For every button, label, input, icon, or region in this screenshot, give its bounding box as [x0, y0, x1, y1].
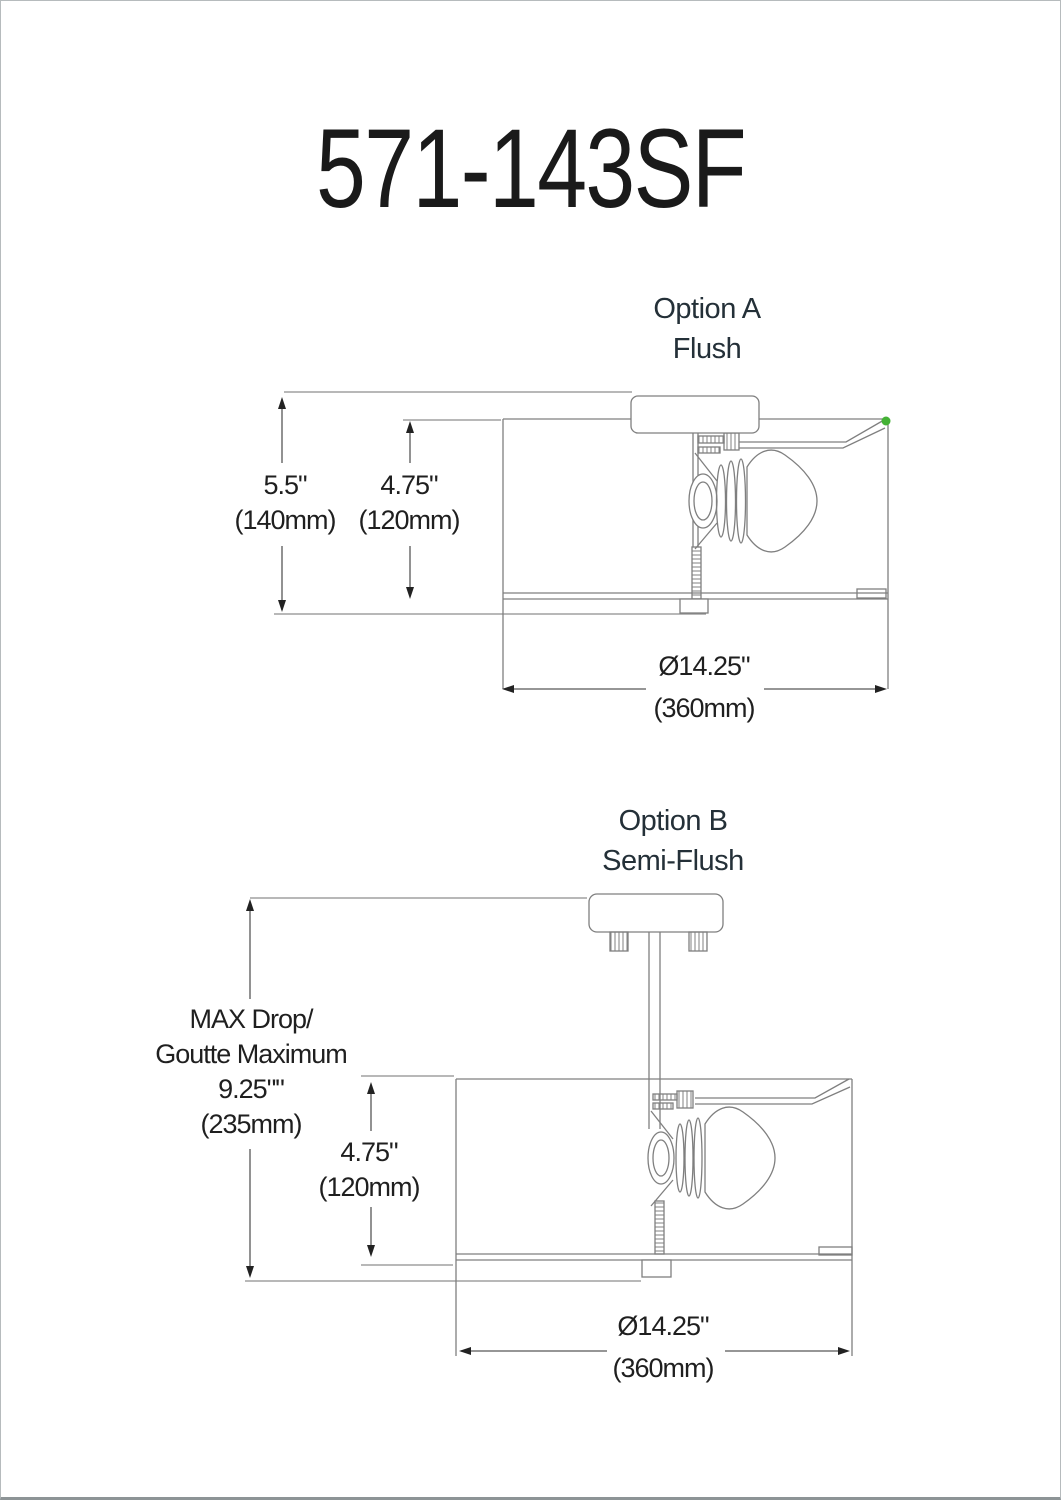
option-b-socket	[648, 1118, 702, 1198]
option-b-mount-type: Semi-Flush	[602, 845, 744, 877]
option-a-height-inches: 5.5"	[263, 470, 307, 500]
option-a-drawing	[274, 392, 891, 693]
option-a-label: Option A	[653, 293, 761, 325]
option-a-threaded-nipple-bottom	[698, 447, 720, 453]
option-a-height-mm: (140mm)	[234, 505, 336, 535]
option-b-finial	[642, 1260, 671, 1277]
option-b-max-drop-label-fr: Goutte Maximum	[155, 1039, 347, 1069]
option-b-canopy-screw-left	[610, 932, 628, 951]
option-b-diameter-inches: Ø14.25"	[617, 1311, 709, 1341]
option-b-shade-height-mm: (120mm)	[318, 1172, 420, 1202]
option-b-threaded-nipple-top	[653, 1094, 677, 1100]
option-a-rim-marker-dot	[882, 417, 891, 426]
option-a-knurled-nut	[724, 433, 739, 450]
product-model-title: 571-143SF	[316, 106, 745, 231]
option-b-extension-lines	[245, 898, 641, 1281]
option-b-max-drop-label-en: MAX Drop/	[189, 1004, 313, 1034]
option-a-dimension-lines	[282, 400, 884, 689]
option-b-label: Option B	[618, 805, 728, 837]
option-a-support-arm	[739, 420, 885, 448]
option-b-shade-height-inches: 4.75"	[340, 1137, 398, 1167]
option-b-diameter-mm: (360mm)	[612, 1353, 714, 1383]
option-b-support-arm	[695, 1079, 850, 1104]
option-b-threaded-rod	[655, 1201, 664, 1254]
option-a-diameter-mm: (360mm)	[653, 693, 755, 723]
option-b-drawing	[245, 894, 852, 1356]
option-b-canopy-screw-right	[689, 932, 707, 951]
option-a-threaded-nipple-top	[698, 436, 724, 443]
option-b-max-drop-inches: 9.25""	[218, 1074, 284, 1104]
option-b-max-drop-mm: (235mm)	[200, 1109, 302, 1139]
option-a-bulb	[747, 450, 817, 552]
option-b-bulb	[705, 1107, 775, 1209]
option-a-finial	[680, 599, 708, 613]
option-b-threaded-nipple-bottom	[653, 1103, 673, 1109]
option-a-mount-type: Flush	[672, 333, 742, 365]
option-a-ceiling-canopy	[631, 396, 759, 433]
option-a-shade-height-mm: (120mm)	[358, 505, 460, 535]
option-a-shade-height-inches: 4.75"	[380, 470, 438, 500]
option-b-knurled-nut	[677, 1091, 693, 1108]
option-a-diameter-inches: Ø14.25"	[658, 651, 750, 681]
option-b-ceiling-canopy	[589, 894, 723, 932]
option-a-threaded-rod	[692, 547, 701, 599]
